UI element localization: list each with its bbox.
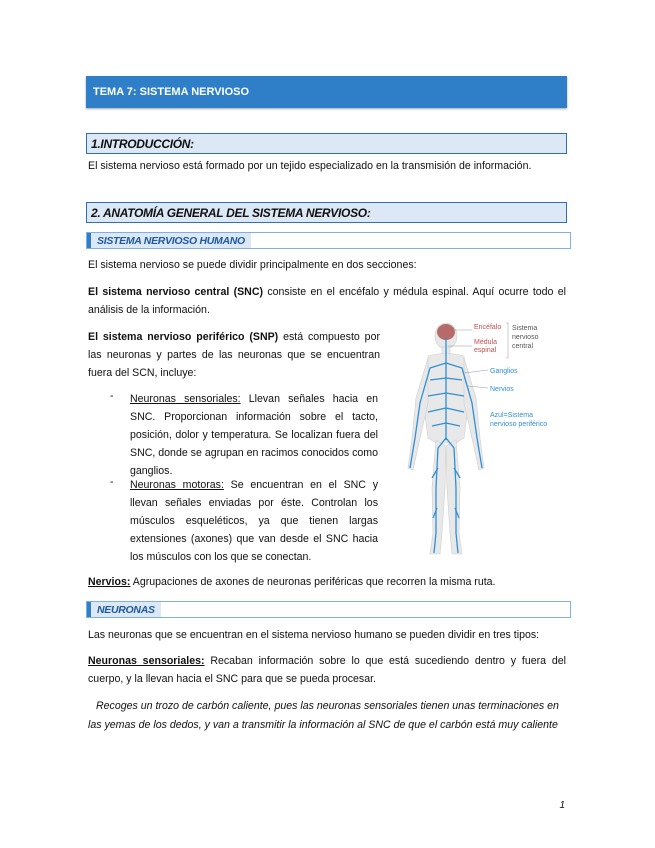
subheading-label: NEURONAS <box>87 602 161 617</box>
snc-text: consiste en el encéfalo y médula espinal. Aquí ocurre todo el análisis de la información. <box>88 286 566 316</box>
bullet-neuronas-motoras <box>130 476 378 566</box>
label-snc-1: Sistema <box>512 325 538 332</box>
neuronas-intro-paragraph: Las neuronas que se encuentran en el sistema nervioso humano se pueden dividir en tres tipos: <box>88 629 540 641</box>
bullet-dash: - <box>110 390 114 402</box>
sens-text: Recaban información sobre lo que está sucediendo dentro y fuera del cuerpo, y la llevan hacia el SNC para que se pueda procesar. <box>88 655 566 685</box>
intro-paragraph: El sistema nervioso está formado por un tejido especializado en la transmisión de información. <box>88 160 532 172</box>
subheading-label: SISTEMA NERVIOSO HUMANO <box>87 233 251 248</box>
label-ganglios: Ganglios <box>490 368 518 375</box>
snc-term: El sistema nervioso central (SNC) <box>88 286 264 298</box>
nerve-network <box>410 338 482 553</box>
label-medula-1: Médula <box>474 339 497 346</box>
bullet-dash: - <box>110 476 114 488</box>
subheading-sistema-nervioso-humano <box>86 232 571 249</box>
section-heading-introduccion: 1.INTRODUCCIÓN: <box>86 133 567 154</box>
label-nervios: Nervios <box>490 386 514 393</box>
bullet-text: Se encuentran en el SNC y llevan señales enviadas por éste. Controlan los músculos esqueléticos, ya que tienen largas extensiones (axones) que van desde el SNC hacia los músculos con los que se conectan. <box>130 479 378 563</box>
label-medula-2: espinal <box>474 347 497 354</box>
divisions-paragraph: El sistema nervioso se puede dividir principalmente en dos secciones: <box>88 259 417 271</box>
nervios-text: Agrupaciones de axones de neuronas periféricas que recorren la misma ruta. <box>130 576 496 588</box>
example-paragraph: Recoges un trozo de carbón caliente, pues las neuronas sensoriales tienen unas terminaciones en las yemas de los dedos, y van a transmitir la información al SNC de que el carbón está muy caliente <box>88 700 559 731</box>
label-snc-2: nervioso <box>512 334 539 341</box>
snp-paragraph <box>88 328 380 382</box>
bullet-term: Neuronas sensoriales: <box>130 393 241 405</box>
nervios-term: Nervios: <box>88 576 131 588</box>
label-encefalo: Encéfalo <box>474 324 502 331</box>
subheading-neuronas <box>86 601 571 618</box>
brain-shape <box>437 324 455 340</box>
bullet-neuronas-sensoriales <box>130 390 378 480</box>
sens-term: Neuronas sensoriales: <box>88 655 205 667</box>
label-azul-1: Azul=Sistema <box>490 412 533 419</box>
page-number: 1 <box>559 800 565 811</box>
snc-paragraph <box>88 283 566 319</box>
nervous-system-figure <box>398 318 570 560</box>
neuronas-sensoriales-paragraph <box>88 652 566 688</box>
label-snc-3: central <box>512 343 534 350</box>
snp-text: está compuesto por las neuronas y partes de las neuronas que se encuentran fuera del SCN, incluye: <box>88 331 380 379</box>
label-azul-2: nervioso periférico <box>490 421 548 428</box>
snp-term: El sistema nervioso periférico (SNP) <box>88 331 279 343</box>
nervios-paragraph <box>88 573 568 591</box>
section-heading-anatomia: 2. ANATOMÍA GENERAL DEL SISTEMA NERVIOSO: <box>86 202 567 223</box>
document-title-banner: TEMA 7: SISTEMA NERVIOSO <box>86 76 567 108</box>
bullet-text: Llevan señales hacia en SNC. Proporcionan información sobre el tacto, posición, dolor y temperatura. Se localizan fuera del SNC, donde se agrupan en racimos conocidos como ganglios. <box>130 393 378 477</box>
bullet-term: Neuronas motoras: <box>130 479 224 491</box>
